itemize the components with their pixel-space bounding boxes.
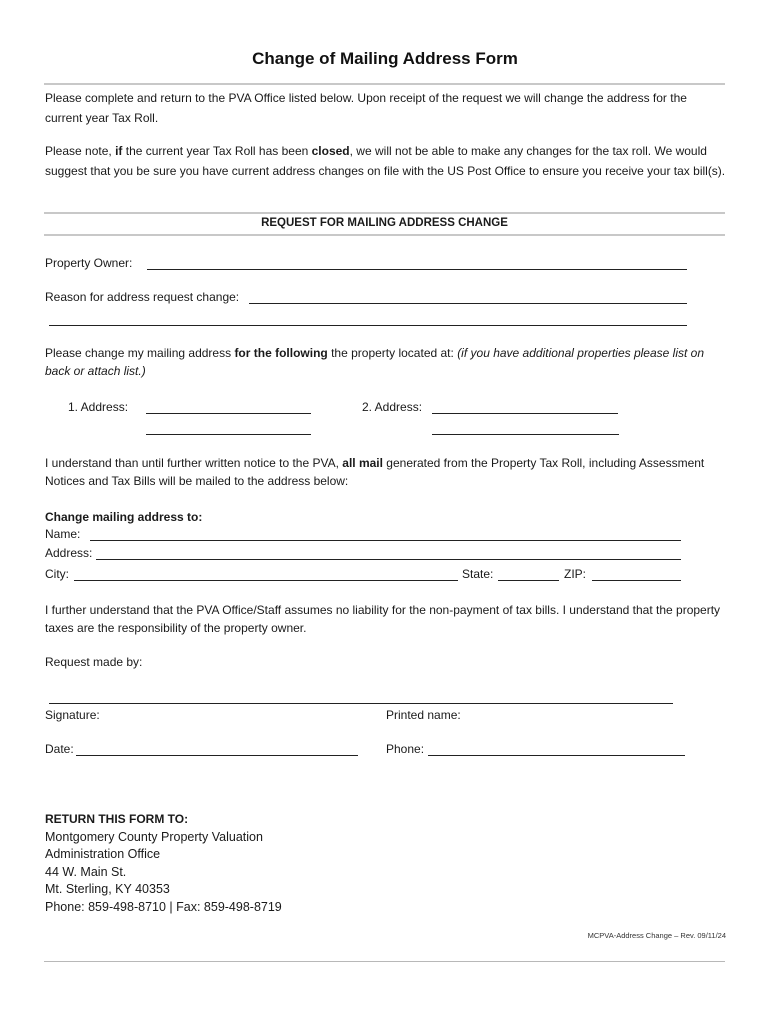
text-span-bold: closed — [311, 144, 350, 158]
revision-note: MCPVA-Address Change – Rev. 09/11/24 — [587, 931, 726, 940]
name-field[interactable] — [90, 540, 681, 541]
address-2-field[interactable] — [432, 413, 618, 414]
return-line: Phone: 859-498-8710 | Fax: 859-498-8719 — [45, 899, 282, 914]
property-owner-label: Property Owner: — [45, 256, 133, 270]
text-span: Please note, — [45, 144, 116, 158]
reason-field[interactable] — [249, 303, 687, 304]
phone-label: Phone: — [386, 742, 425, 756]
return-heading: RETURN THIS FORM TO: — [45, 812, 189, 826]
address-2-label: 2. Address: — [362, 400, 423, 414]
text-span-bold: if — [115, 144, 123, 158]
new-address-label: Address: — [45, 546, 93, 560]
address-1-field[interactable] — [146, 413, 311, 414]
return-line: Administration Office — [45, 847, 161, 861]
state-label: State: — [462, 567, 494, 581]
state-field[interactable] — [498, 580, 559, 581]
property-paragraph — [45, 345, 727, 380]
phone-field[interactable] — [428, 755, 685, 756]
footer-divider — [44, 961, 725, 962]
city-label: City: — [45, 567, 69, 581]
return-line: Mt. Sterling, KY 40353 — [45, 882, 170, 896]
reason-field-continued[interactable] — [49, 325, 687, 326]
address-1-label: 1. Address: — [68, 400, 129, 414]
signature-field[interactable] — [49, 703, 673, 704]
title-divider — [44, 83, 725, 85]
liability-paragraph: I further understand that the PVA Office/Staff assumes no liability for the non-payment of tax bills. I understand that the property taxes are the responsibility of the property owner. — [45, 603, 721, 635]
printed-name-label: Printed name: — [386, 708, 461, 722]
city-field[interactable] — [74, 580, 458, 581]
address-2-field-line-2[interactable] — [432, 434, 619, 435]
signature-label: Signature: — [45, 708, 100, 722]
return-line: 44 W. Main St. — [45, 864, 127, 879]
text-span-italic: (if you have additional properties please list on back or attach list.) — [45, 346, 705, 378]
name-label: Name: — [45, 527, 81, 541]
text-span: the property located at: — [327, 346, 458, 360]
change-to-heading: Change mailing address to: — [45, 510, 203, 524]
reason-label: Reason for address request change: — [45, 290, 240, 304]
zip-label: ZIP: — [564, 567, 587, 581]
return-line: Montgomery County Property Valuation — [45, 829, 263, 844]
date-label: Date: — [45, 742, 74, 756]
date-field[interactable] — [76, 755, 358, 756]
text-span-bold: all mail — [342, 456, 383, 470]
form-title: Change of Mailing Address Form — [252, 49, 518, 68]
section-heading: REQUEST FOR MAILING ADDRESS CHANGE — [261, 217, 508, 229]
address-1-field-line-2[interactable] — [146, 434, 311, 435]
zip-field[interactable] — [592, 580, 681, 581]
text-span: the current year Tax Roll has been — [122, 144, 312, 158]
text-span: Please change my mailing address — [45, 346, 235, 360]
text-span: generated from the Property Tax Roll, including Assessment Notices and Tax Bills will be mailed to the address below: — [45, 456, 705, 488]
request-made-by-label: Request made by: — [45, 655, 143, 669]
text-span-bold: for the following — [234, 346, 328, 360]
intro-paragraph-1: Please complete and return to the PVA Office listed below. Upon receipt of the request we will change the address for the current year Tax Roll. — [45, 91, 687, 125]
understand-paragraph — [45, 455, 727, 490]
new-address-field[interactable] — [96, 559, 681, 560]
intro-paragraph-2 — [45, 142, 727, 181]
section-bottom-divider — [44, 234, 725, 236]
property-owner-field[interactable] — [147, 269, 687, 270]
section-top-divider — [44, 212, 725, 214]
text-span: , we will not be able to make any changes for the tax roll. We would suggest that you be sure you have current address changes on file with the US Post Office to ensure you receive your tax bill(s). — [45, 144, 726, 178]
text-span: I understand than until further written notice to the PVA, — [45, 456, 343, 470]
return-address-block — [45, 811, 282, 916]
